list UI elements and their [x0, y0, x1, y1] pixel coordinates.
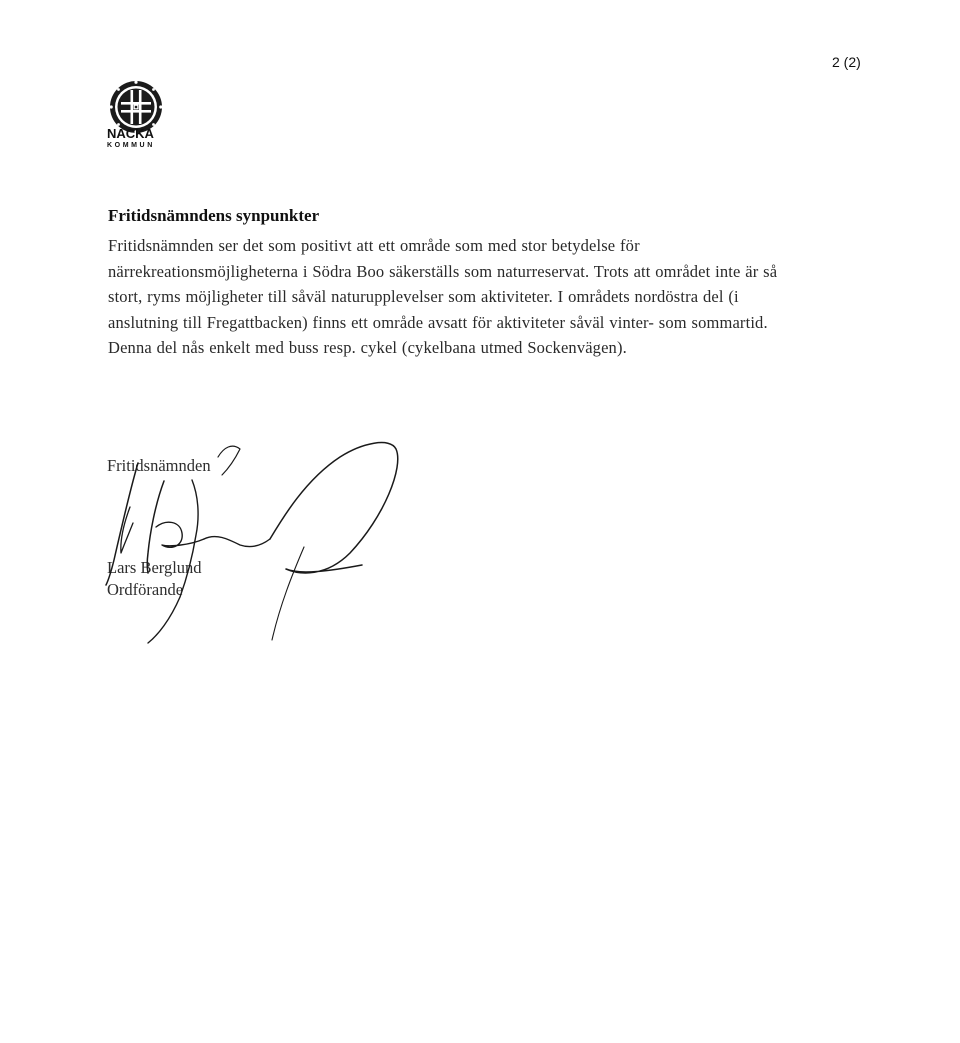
- signatory-name: Lars Berglund: [107, 558, 202, 577]
- page-number: 2 (2): [832, 54, 861, 70]
- logo-name: NACKA: [107, 126, 154, 141]
- signature-organization: Fritidsnämnden: [107, 456, 211, 475]
- section-body: Fritidsnämnden ser det som positivt att ett område som med stor betydelse för närrekreationsmöjligheterna i Södra Boo säkerställs som naturreservat. Trots att området inte är så stort, ryms möjligheter till såväl naturupplevelser som aktiviteter. I områdets nordöstra del (i anslutning till Fregattbacken) finns ett område avsatt för aktiviteter såväl vinter- som sommartid. Denna del nås enkelt med buss resp. cykel (cykelbana utmed Sockenvägen).: [108, 236, 778, 357]
- handwritten-signature-icon: [100, 435, 420, 650]
- section-heading: Fritidsnämndens synpunkter: [108, 206, 320, 225]
- logo-subtitle: KOMMUN: [107, 142, 155, 149]
- signatory-title: Ordförande: [107, 580, 184, 599]
- logo-wordmark: [107, 127, 171, 150]
